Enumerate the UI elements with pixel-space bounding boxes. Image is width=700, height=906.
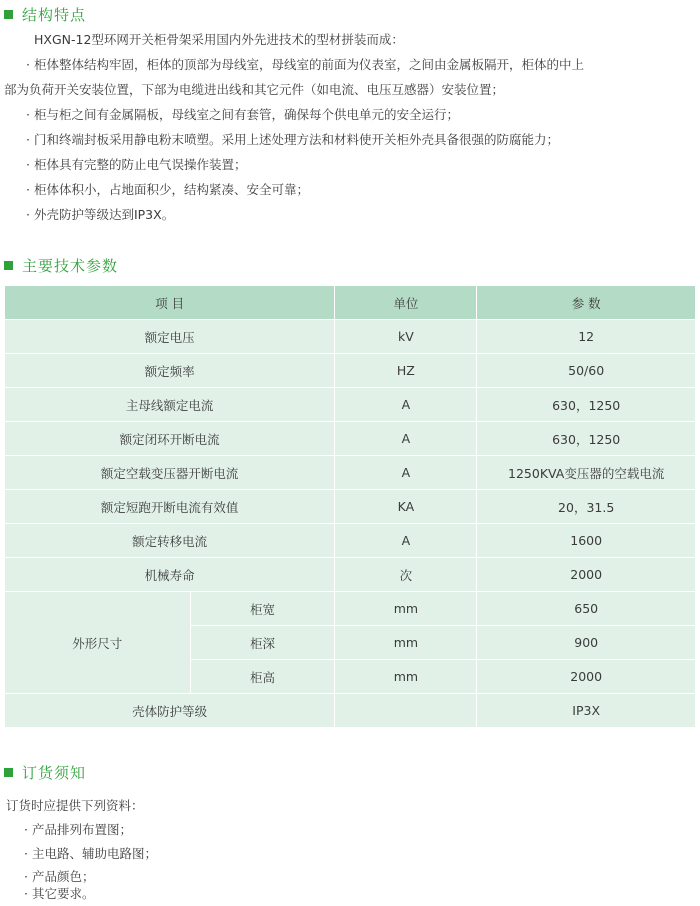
row-unit	[335, 694, 477, 728]
row-unit: kV	[335, 320, 477, 354]
row-unit: mm	[335, 592, 477, 626]
row-unit: A	[335, 388, 477, 422]
row-unit: 次	[335, 558, 477, 592]
row-item: 额定转移电流	[5, 524, 335, 558]
row-value: 1250KVA变压器的空载电流	[477, 456, 696, 490]
row-item: 机械寿命	[5, 558, 335, 592]
ordering-item-3: · 产品颜色；	[24, 869, 95, 884]
params-heading	[4, 254, 118, 276]
row-value: 1600	[477, 524, 696, 558]
feature-bullet-1-cont: 部为负荷开关安装位置，下部为电缆进出线和其它元件（如电流、电压互感器）安装位置；	[4, 82, 505, 97]
features-intro: HXGN-12型环网开关柜骨架采用国内外先进技术的型材拼装而成：	[34, 32, 404, 47]
row-value: 2000	[477, 558, 696, 592]
row-value: 630，1250	[477, 388, 696, 422]
row-item: 柜深	[190, 626, 335, 660]
header-unit: 单位	[335, 286, 477, 320]
row-item: 壳体防护等级	[5, 694, 335, 728]
table-row	[5, 422, 696, 456]
table-row	[5, 388, 696, 422]
row-value: 900	[477, 626, 696, 660]
row-unit: mm	[335, 626, 477, 660]
ordering-item-2: · 主电路、辅助电路图；	[24, 846, 157, 861]
dimension-group-label: 外形尺寸	[5, 592, 191, 694]
row-value: 50/60	[477, 354, 696, 388]
row-value: 630，1250	[477, 422, 696, 456]
row-unit: KA	[335, 490, 477, 524]
row-value: 2000	[477, 660, 696, 694]
table-row	[5, 524, 696, 558]
table-row	[5, 354, 696, 388]
row-item: 柜高	[190, 660, 335, 694]
square-bullet-icon	[4, 10, 13, 19]
row-unit: HZ	[335, 354, 477, 388]
table-row	[5, 694, 696, 728]
row-value: 650	[477, 592, 696, 626]
feature-bullet-4: · 柜体具有完整的防止电气误操作装置；	[26, 157, 247, 172]
table-row	[5, 490, 696, 524]
row-unit: A	[335, 524, 477, 558]
params-table	[4, 285, 696, 728]
square-bullet-icon	[4, 768, 13, 777]
table-row	[5, 320, 696, 354]
row-unit: mm	[335, 660, 477, 694]
row-item: 额定电压	[5, 320, 335, 354]
ordering-title: 订货须知	[22, 763, 87, 782]
feature-bullet-3: · 门和终端封板采用静电粉末喷塑。采用上述处理方法和材料使开关柜外壳具备很强的防腐能力；	[26, 132, 559, 147]
ordering-heading	[4, 761, 86, 783]
header-item: 项 目	[5, 286, 335, 320]
features-heading	[4, 3, 86, 25]
square-bullet-icon	[4, 261, 13, 270]
row-item: 额定短跑开断电流有效值	[5, 490, 335, 524]
row-item: 额定频率	[5, 354, 335, 388]
table-row	[5, 592, 696, 626]
row-item: 主母线额定电流	[5, 388, 335, 422]
row-unit: A	[335, 456, 477, 490]
ordering-intro: 订货时应提供下列资料：	[6, 798, 144, 813]
ordering-item-4: · 其它要求。	[24, 886, 95, 901]
row-value: 12	[477, 320, 696, 354]
row-item: 额定闭环开断电流	[5, 422, 335, 456]
row-value: IP3X	[477, 694, 696, 728]
features-title: 结构特点	[22, 5, 87, 24]
header-value: 参 数	[477, 286, 696, 320]
row-item: 柜宽	[190, 592, 335, 626]
row-item: 额定空载变压器开断电流	[5, 456, 335, 490]
params-title: 主要技术参数	[22, 256, 119, 275]
row-value: 20，31.5	[477, 490, 696, 524]
ordering-item-1: · 产品排列布置图；	[24, 822, 132, 837]
row-unit: A	[335, 422, 477, 456]
feature-bullet-2: · 柜与柜之间有金属隔板，母线室之间有套管，确保每个供电单元的安全运行；	[26, 107, 459, 122]
table-header-row	[5, 286, 696, 320]
table-row	[5, 456, 696, 490]
feature-bullet-5: · 柜体体积小，占地面积少，结构紧凑、安全可靠；	[26, 182, 309, 197]
table-row	[5, 558, 696, 592]
feature-bullet-6: · 外壳防护等级达到IP3X。	[26, 207, 175, 222]
feature-bullet-1: · 柜体整体结构牢固，柜体的顶部为母线室，母线室的前面为仪表室，之间由金属板隔开，柜体的中上	[26, 57, 584, 72]
